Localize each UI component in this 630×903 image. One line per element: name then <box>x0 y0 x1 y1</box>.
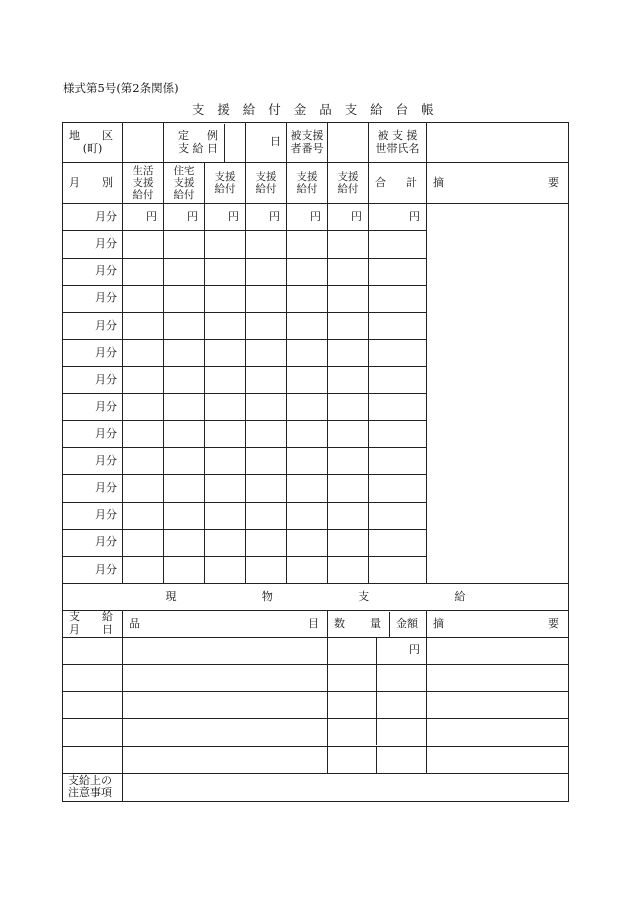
benefit-amount-cell[interactable] <box>246 475 287 502</box>
in-kind-remarks-cell[interactable] <box>427 746 569 773</box>
month-row-label: 月分 <box>63 475 123 502</box>
benefit-amount-cell[interactable] <box>328 502 369 529</box>
benefit-amount-cell[interactable] <box>205 394 246 421</box>
benefit-amount-cell[interactable] <box>287 312 328 339</box>
item-column-header: 品 目 <box>123 610 328 637</box>
month-row-label: 月分 <box>63 556 123 583</box>
benefit-amount-cell[interactable] <box>205 421 246 448</box>
benefit-amount-cell[interactable] <box>246 421 287 448</box>
monthly-remarks-cell[interactable] <box>427 204 569 584</box>
benefit-amount-cell[interactable] <box>164 421 205 448</box>
total-cell[interactable] <box>369 421 427 448</box>
benefit-amount-cell[interactable] <box>123 394 164 421</box>
benefit-amount-cell[interactable] <box>164 339 205 366</box>
supply-date-column-header: 支 給 月 日 <box>63 610 123 637</box>
total-cell[interactable] <box>369 231 427 258</box>
in-kind-row <box>63 665 569 692</box>
amount-cell[interactable] <box>377 719 426 745</box>
total-cell[interactable] <box>369 529 427 556</box>
item-cell[interactable] <box>123 692 328 719</box>
support-column-header: 支援 給付 <box>246 163 287 204</box>
benefit-amount-cell[interactable] <box>205 231 246 258</box>
month-row-label: 月分 <box>63 285 123 312</box>
benefit-amount-cell[interactable] <box>287 231 328 258</box>
regular-day-value[interactable]: 日 <box>246 123 287 163</box>
supply-date-cell[interactable] <box>63 719 123 746</box>
amount-cell[interactable] <box>377 665 426 691</box>
benefit-amount-cell[interactable]: 円 <box>123 204 164 231</box>
benefit-amount-cell[interactable] <box>164 475 205 502</box>
regular-day-cell: 定 例 支 給 日 <box>164 123 246 163</box>
month-row-label: 月分 <box>63 204 123 231</box>
benefit-amount-cell[interactable] <box>205 502 246 529</box>
benefit-amount-cell[interactable] <box>123 231 164 258</box>
benefit-amount-cell[interactable] <box>164 394 205 421</box>
supply-date-cell[interactable] <box>63 692 123 719</box>
monthly-header-row <box>63 163 569 204</box>
benefit-amount-cell[interactable] <box>287 367 328 394</box>
benefit-amount-cell[interactable] <box>205 285 246 312</box>
benefit-amount-cell[interactable] <box>164 258 205 285</box>
month-column-header: 月 別 <box>63 163 123 204</box>
amount-cell[interactable]: 円 <box>409 643 420 657</box>
total-cell[interactable] <box>369 339 427 366</box>
benefit-amount-cell[interactable] <box>246 529 287 556</box>
benefit-amount-cell[interactable] <box>123 367 164 394</box>
amount-cell[interactable] <box>377 747 426 773</box>
quantity-cell[interactable] <box>328 719 377 745</box>
item-cell[interactable] <box>123 719 328 746</box>
ledger-table <box>62 122 569 802</box>
total-cell[interactable] <box>369 448 427 475</box>
benefit-amount-cell[interactable] <box>287 394 328 421</box>
benefit-amount-cell[interactable] <box>287 502 328 529</box>
in-kind-section-row <box>63 583 569 610</box>
in-kind-remarks-cell[interactable] <box>427 665 569 692</box>
month-row-label: 月分 <box>63 529 123 556</box>
item-cell[interactable] <box>123 665 328 692</box>
benefit-amount-cell[interactable] <box>287 529 328 556</box>
benefit-amount-cell[interactable] <box>205 556 246 583</box>
benefit-amount-cell[interactable] <box>287 556 328 583</box>
in-kind-row <box>63 638 569 665</box>
benefit-amount-cell[interactable] <box>287 339 328 366</box>
qty-amount-cell <box>328 719 427 746</box>
total-cell[interactable] <box>369 475 427 502</box>
in-kind-remarks-cell[interactable] <box>427 638 569 665</box>
benefit-amount-cell[interactable] <box>287 475 328 502</box>
benefit-amount-cell[interactable] <box>164 529 205 556</box>
benefit-amount-cell[interactable] <box>123 556 164 583</box>
benefit-amount-cell[interactable] <box>164 312 205 339</box>
benefit-amount-cell[interactable] <box>328 339 369 366</box>
qty-amount-header <box>328 610 427 637</box>
in-kind-row <box>63 692 569 719</box>
benefit-amount-cell[interactable] <box>164 285 205 312</box>
monthly-row <box>63 204 569 231</box>
benefit-amount-cell[interactable] <box>328 367 369 394</box>
benefit-amount-cell[interactable] <box>328 475 369 502</box>
benefit-amount-cell[interactable] <box>164 231 205 258</box>
qty-amount-cell <box>328 746 427 773</box>
recipient-number-value[interactable] <box>328 123 369 163</box>
benefit-amount-cell[interactable] <box>328 529 369 556</box>
quantity-cell[interactable] <box>328 665 377 691</box>
total-cell[interactable] <box>369 556 427 583</box>
support-column-header: 支援 給付 <box>287 163 328 204</box>
month-row-label: 月分 <box>63 258 123 285</box>
total-cell[interactable]: 円 <box>369 204 427 231</box>
recipient-number-label: 被支援 者番号 <box>287 123 328 163</box>
benefit-amount-cell[interactable] <box>205 339 246 366</box>
benefit-amount-cell[interactable] <box>287 258 328 285</box>
benefit-amount-cell[interactable] <box>246 339 287 366</box>
district-value[interactable] <box>123 123 164 163</box>
district-label-cell: 地 区 (町) <box>63 123 123 163</box>
benefit-amount-cell[interactable] <box>205 529 246 556</box>
benefit-amount-cell[interactable] <box>328 556 369 583</box>
quantity-cell[interactable] <box>328 638 377 664</box>
benefit-amount-cell[interactable] <box>123 339 164 366</box>
benefit-amount-cell[interactable]: 円 <box>246 204 287 231</box>
benefit-amount-cell[interactable] <box>328 258 369 285</box>
benefit-amount-cell[interactable] <box>164 502 205 529</box>
benefit-amount-cell[interactable] <box>205 475 246 502</box>
benefit-amount-cell[interactable] <box>246 258 287 285</box>
benefit-amount-cell[interactable] <box>205 448 246 475</box>
in-kind-remarks-column-header: 摘 要 <box>427 610 569 637</box>
ledger-title: 支 援 給 付 金 品 支 給 台 帳 <box>191 102 439 117</box>
benefit-amount-cell[interactable] <box>246 448 287 475</box>
benefit-amount-cell[interactable] <box>123 421 164 448</box>
item-cell[interactable] <box>123 638 328 665</box>
support-column-header: 支援 給付 <box>205 163 246 204</box>
benefit-amount-cell[interactable] <box>328 448 369 475</box>
in-kind-section-title: 現 物 支 給 <box>63 583 569 610</box>
household-name-value[interactable] <box>427 123 569 163</box>
total-cell[interactable] <box>369 502 427 529</box>
month-row-label: 月分 <box>63 502 123 529</box>
benefit-amount-cell[interactable] <box>328 394 369 421</box>
qty-amount-cell <box>328 665 427 692</box>
benefit-amount-cell[interactable] <box>328 312 369 339</box>
benefit-amount-cell[interactable] <box>287 421 328 448</box>
household-name-label: 被 支 援 世帯氏名 <box>369 123 427 163</box>
qty-amount-cell <box>328 692 427 719</box>
benefit-amount-cell[interactable] <box>287 285 328 312</box>
amount-column-header: 金 額 <box>396 616 418 630</box>
benefit-amount-cell[interactable] <box>205 312 246 339</box>
benefit-amount-cell[interactable] <box>246 394 287 421</box>
in-kind-remarks-cell[interactable] <box>427 692 569 719</box>
quantity-cell[interactable] <box>328 747 377 773</box>
qty-amount-cell <box>328 638 427 665</box>
month-row-label: 月分 <box>63 231 123 258</box>
benefit-amount-cell[interactable] <box>246 285 287 312</box>
supply-date-cell[interactable] <box>63 638 123 665</box>
support-column-header: 支援 給付 <box>328 163 369 204</box>
in-kind-row <box>63 746 569 773</box>
benefit-amount-cell[interactable] <box>246 312 287 339</box>
benefit-amount-cell[interactable] <box>287 448 328 475</box>
quantity-cell[interactable] <box>328 692 377 718</box>
in-kind-row <box>63 719 569 746</box>
benefit-amount-cell[interactable] <box>205 258 246 285</box>
benefit-amount-cell[interactable] <box>164 556 205 583</box>
benefit-amount-cell[interactable] <box>123 502 164 529</box>
benefit-amount-cell[interactable] <box>123 285 164 312</box>
in-kind-remarks-cell[interactable] <box>427 719 569 746</box>
total-cell[interactable] <box>369 312 427 339</box>
month-row-label: 月分 <box>63 394 123 421</box>
item-cell[interactable] <box>123 746 328 773</box>
quantity-column-header: 数 量 <box>328 612 390 637</box>
benefit-amount-cell[interactable] <box>164 367 205 394</box>
benefit-amount-cell[interactable] <box>123 529 164 556</box>
amount-cell[interactable] <box>377 692 426 718</box>
total-cell[interactable] <box>369 394 427 421</box>
month-row-label: 月分 <box>63 448 123 475</box>
benefit-amount-cell[interactable] <box>328 421 369 448</box>
month-row-label: 月分 <box>63 421 123 448</box>
total-cell[interactable] <box>369 367 427 394</box>
benefit-amount-cell[interactable] <box>328 285 369 312</box>
benefit-amount-cell[interactable] <box>246 367 287 394</box>
benefit-amount-cell[interactable] <box>205 367 246 394</box>
notes-label: 支給上の 注意事項 <box>63 773 123 801</box>
notes-row <box>63 773 569 801</box>
month-row-label: 月分 <box>63 312 123 339</box>
supply-date-cell[interactable] <box>63 746 123 773</box>
benefit-amount-cell[interactable]: 円 <box>328 204 369 231</box>
livelihood-column-header: 生活 支援 給付 <box>123 163 164 204</box>
total-column-header: 合 計 <box>369 163 427 204</box>
benefit-amount-cell[interactable]: 円 <box>205 204 246 231</box>
benefit-amount-cell[interactable] <box>328 231 369 258</box>
benefit-amount-cell[interactable] <box>246 556 287 583</box>
benefit-amount-cell[interactable] <box>123 258 164 285</box>
benefit-amount-cell[interactable] <box>123 475 164 502</box>
header-row <box>63 123 569 163</box>
remarks-column-header: 摘 要 <box>427 163 569 204</box>
housing-column-header: 住宅 支援 給付 <box>164 163 205 204</box>
benefit-amount-cell[interactable] <box>123 448 164 475</box>
total-cell[interactable] <box>369 285 427 312</box>
in-kind-header-row <box>63 610 569 637</box>
month-row-label: 月分 <box>63 339 123 366</box>
month-row-label: 月分 <box>63 367 123 394</box>
supply-date-cell[interactable] <box>63 665 123 692</box>
benefit-amount-cell[interactable] <box>164 448 205 475</box>
form-number: 様式第5号(第2条関係) <box>63 81 179 95</box>
benefit-amount-cell[interactable] <box>246 231 287 258</box>
total-cell[interactable] <box>369 258 427 285</box>
benefit-amount-cell[interactable] <box>246 502 287 529</box>
notes-value[interactable] <box>123 773 569 801</box>
benefit-amount-cell[interactable] <box>123 312 164 339</box>
benefit-amount-cell[interactable]: 円 <box>164 204 205 231</box>
benefit-amount-cell[interactable]: 円 <box>287 204 328 231</box>
